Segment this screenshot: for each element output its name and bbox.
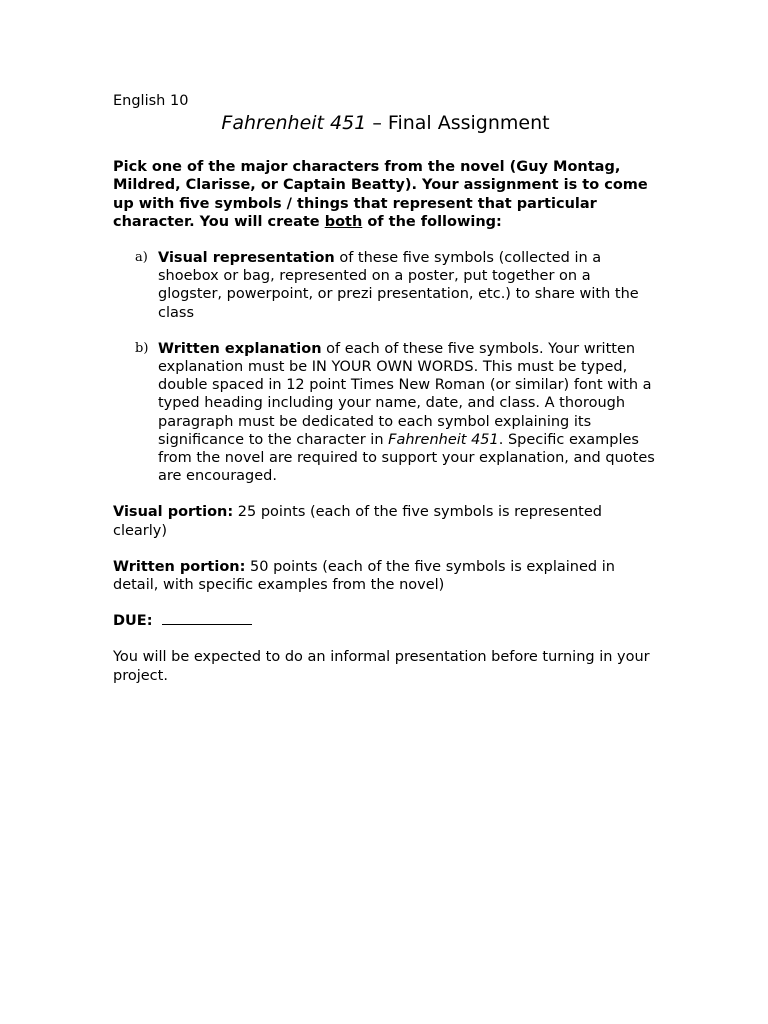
assignment-document [113,92,658,685]
due-date-blank [162,612,252,625]
item-text: of these five symbols (collected in a shoebox or bag, represented on a poster, put together on a glogster, powerpoint, or prezi presentation, etc.) to share with the class [158,250,639,321]
list-item-written [113,340,658,486]
closing-paragraph: You will be expected to do an informal presentation before turning in your project. [113,649,650,684]
item-text-end: . Specific examples from the novel are required to support your explanation, and quotes are encouraged. [158,431,655,485]
course-name: English 10 [113,93,189,109]
due-label: DUE: [113,613,153,630]
title-rest: – Final Assignment [366,112,550,135]
item-heading: Written explanation [158,340,322,357]
document-title [113,110,658,136]
item-novel-name: Fahrenheit 451 [388,431,499,448]
item-text: of each of these five symbols. Your written explanation must be IN YOUR OWN WORDS. This must be typed, double spaced in 12 point Times New Roman (or similar) font with a typed heading including your name, date, and class. A thorough paragraph must be dedicated to each symbol explaining its significance to the character in [158,340,652,448]
item-heading: Visual representation [158,250,335,267]
list-item-visual [113,249,658,322]
title-novel-name: Fahrenheit 451 [221,112,367,135]
intro-paragraph [113,158,658,231]
list-marker: b) [135,340,149,356]
visual-portion-text: 25 points (each of the five symbols is represented clearly) [113,504,602,539]
intro-underlined-word: both [324,213,363,230]
list-marker: a) [135,250,148,266]
due-line [113,612,658,630]
requirements-list [113,249,658,485]
visual-portion-paragraph [113,503,658,539]
intro-text: Pick one of the major characters from the novel (Guy Montag, Mildred, Clarisse, or Captain Beatty). Your assignment is to come up with five symbols / things that represent that particular character. You will create [113,159,648,230]
intro-text-end: of the following: [362,213,502,230]
written-portion-text: 50 points (each of the five symbols is explained in detail, with specific examples from the novel) [113,558,615,594]
written-portion-label: Written portion: [113,558,246,575]
visual-portion-label: Visual portion: [113,504,234,521]
written-portion-paragraph [113,558,658,594]
